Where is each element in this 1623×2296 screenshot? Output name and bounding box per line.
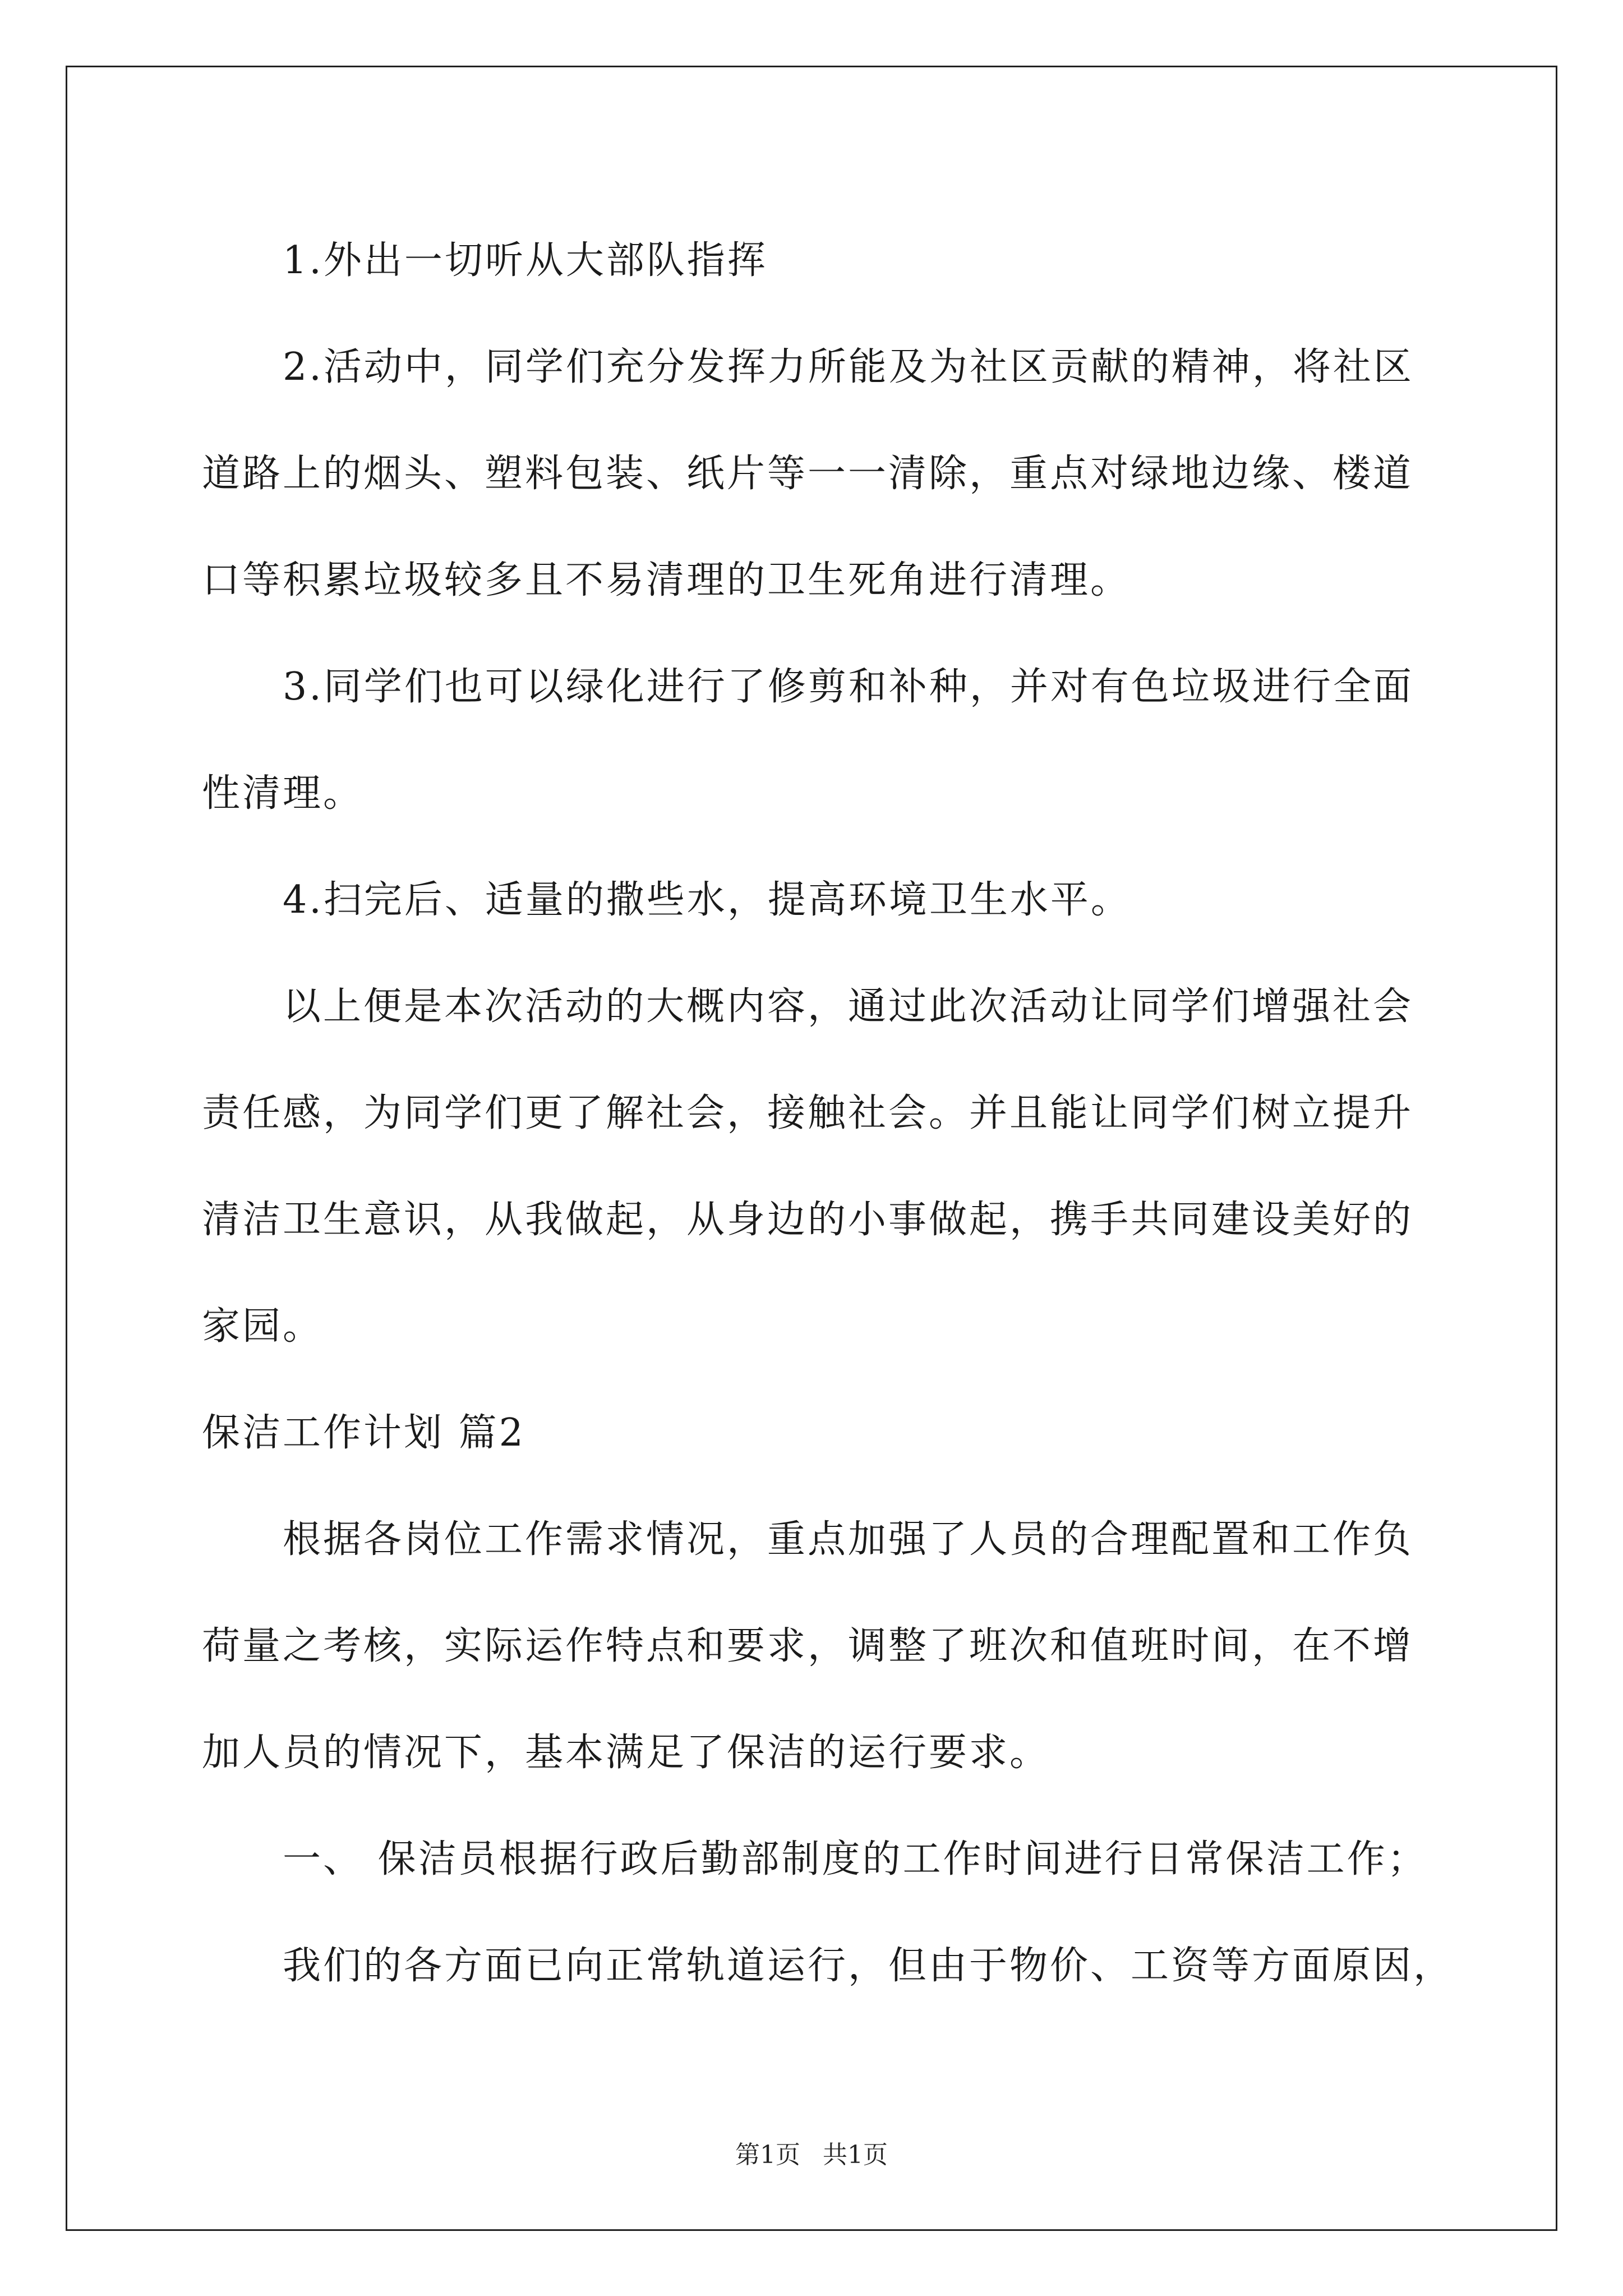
text-line: 责任感，为同学们更了解社会，接触社会。并且能让同学们树立提升 [202, 1091, 1414, 1135]
text-line: 根据各岗位工作需求情况，重点加强了人员的合理配置和工作负 [283, 1517, 1414, 1562]
text-line: 家园。 [202, 1304, 324, 1349]
text-line: 清洁卫生意识，从我做起，从身边的小事做起，携手共同建设美好的 [202, 1198, 1414, 1242]
text-line: 4.扫完后、适量的撒些水，提高环境卫生水平。 [283, 878, 1131, 922]
text-line: 以上便是本次活动的大概内容，通过此次活动让同学们增强社会 [283, 984, 1414, 1029]
text-line: 2.活动中，同学们充分发挥力所能及为社区贡献的精神，将社区 [283, 345, 1414, 389]
paragraph-4 [202, 847, 1436, 954]
text-line: 性清理。 [202, 771, 364, 816]
page-total: 共1页 [823, 2141, 888, 2169]
text-line: 道路上的烟头、塑料包装、纸片等一一清除，重点对绿地边缘、楼道 [202, 452, 1414, 496]
text-line: 一、 保洁员根据行政后勤部制度的工作时间进行日常保洁工作； [283, 1837, 1428, 1881]
text-line: 3.同学们也可以绿化进行了修剪和补种，并对有色垃圾进行全面 [283, 665, 1414, 709]
text-line: 1.外出一切听从大部队指挥 [283, 238, 768, 283]
text-line: 荷量之考核，实际运作特点和要求，调整了班次和值班时间，在不增 [202, 1624, 1414, 1668]
paragraph-7 [202, 1806, 1436, 1913]
paragraph-6 [202, 1487, 1436, 1806]
text-line: 口等积累垃圾较多且不易清理的卫生死角进行清理。 [202, 558, 1131, 602]
paragraph-5 [202, 954, 1436, 1380]
section-heading: 保洁工作计划 篇2 [202, 1411, 525, 1455]
paragraph-2 [202, 314, 1436, 634]
paragraph-8 [202, 1913, 1454, 2019]
paragraph-1 [202, 208, 1436, 314]
text-line: 加人员的情况下，基本满足了保洁的运行要求。 [202, 1731, 1050, 1775]
page-number: 第1页 [735, 2141, 800, 2169]
document-body [202, 208, 1454, 2019]
paragraph-3 [202, 634, 1436, 847]
page-footer [0, 2134, 1623, 2170]
text-line: 我们的各方面已向正常轨道运行，但由于物价、工资等方面原因， [283, 1944, 1454, 1988]
